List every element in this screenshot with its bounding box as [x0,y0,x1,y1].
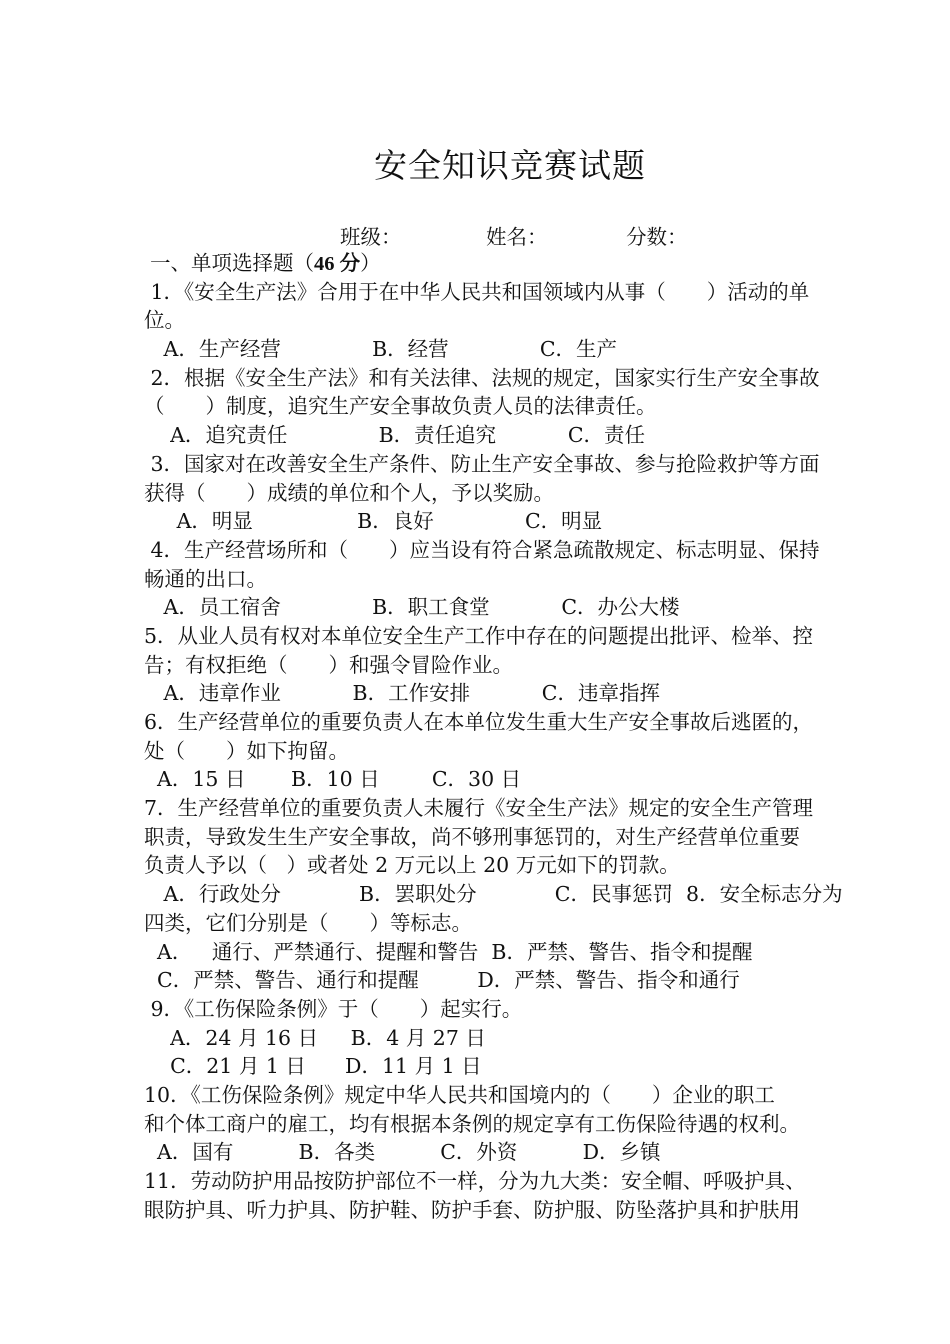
options-line: A．员工宿舍 B．职工食堂 C．办公大楼 [144,595,680,620]
text-line: 和个体工商户的雇工，均有根据本条例的规定享有工伤保险待遇的权利。 [144,1111,800,1136]
options-line: A．15 日 B．10 日 C．30 日 [144,767,522,792]
text-line: 职责，导致发生生产安全事故，尚不够刑事惩罚的，对生产经营单位重要 [144,824,800,849]
options-line: A．24 月 16 日 B．4 月 27 日 [144,1025,486,1050]
text-line: 6．生产经营单位的重要负责人在本单位发生重大生产安全事故后逃匿的， [144,710,814,734]
options-line: A．追究责任 B．责任追究 C．责任 [144,423,646,448]
text-line: 11．劳动防护用品按防护部位不一样，分为九大类：安全帽、呼吸护具、 [144,1169,806,1193]
options-line: A． 通行、严禁通行、提醒和警告 B．严禁、警告、指令和提醒 [144,939,753,964]
text-line: （ ）制度，追究生产安全事故负责人员的法律责任。 [144,394,657,419]
text-line: 位。 [144,308,185,333]
text-line: 负责人予以（ ）或者处 2 万元以上 20 万元如下的罚款。 [144,853,680,878]
options-line: A．行政处分 B．罢职处分 C．民事惩罚 8．安全标志分为 [144,882,843,907]
section-heading [144,249,886,278]
text-line: 4．生产经营场所和（ ）应当设有符合紧急疏散规定、标志明显、保持 [144,537,820,562]
text-line: 处（ ）如下拘留。 [144,738,349,763]
text-line: 获得（ ）成绩的单位和个人，予以奖励。 [144,480,554,505]
section-label: 一、单项选择题（ [150,251,314,275]
options-line: A．违章作业 B．工作安排 C．违章指挥 [144,681,660,706]
options-line: A．国有 B．各类 C．外资 D．乡镇 [144,1140,661,1165]
text-line: 7．生产经营单位的重要负责人未履行《安全生产法》规定的安全生产管理 [144,796,814,821]
name-label: 姓名： [486,225,548,249]
section-score: 46 分 [314,253,361,275]
options-line: C．21 月 1 日 D．11 月 1 日 [144,1054,482,1079]
class-label: 班级： [340,225,402,249]
text-line: 四类，它们分别是（ ）等标志。 [144,910,472,935]
options-line: A．明显 B．良好 C．明显 [144,509,603,534]
text-line: 5．从业人员有权对本单位安全生产工作中存在的问题提出批评、检举、控 [144,623,814,648]
section-close: ） [360,251,381,275]
text-line: 3．国家对在改善安全生产条件、防止生产安全事故、参与抢险救护等方面 [144,451,820,476]
options-line: A．生产经营 B．经营 C．生产 [144,337,618,362]
student-info-line [340,220,688,250]
text-line: 告；有权拒绝（ ）和强令冒险作业。 [144,652,513,677]
question-body [144,249,886,1224]
text-line: 畅通的出口。 [144,566,267,591]
options-line: C．严禁、警告、通行和提醒 D．严禁、警告、指令和通行 [144,968,740,993]
page-title: 安全知识竞赛试题 [374,146,646,185]
text-line: 眼防护具、听力护具、防护鞋、防护手套、防护服、防坠落护具和护肤用 [144,1197,800,1222]
text-line: 10．《工伤保险条例》规定中华人民共和国境内的（ ）企业的职工 [144,1082,775,1107]
text-line: 2．根据《安全生产法》和有关法律、法规的规定，国家实行生产安全事故 [144,365,820,390]
score-label: 分数： [626,225,688,249]
text-line: 9．《工伤保险条例》于（ ）起实行。 [144,996,523,1021]
text-line: 1．《安全生产法》合用于在中华人民共和国领域内从事（ ）活动的单 [144,279,810,304]
